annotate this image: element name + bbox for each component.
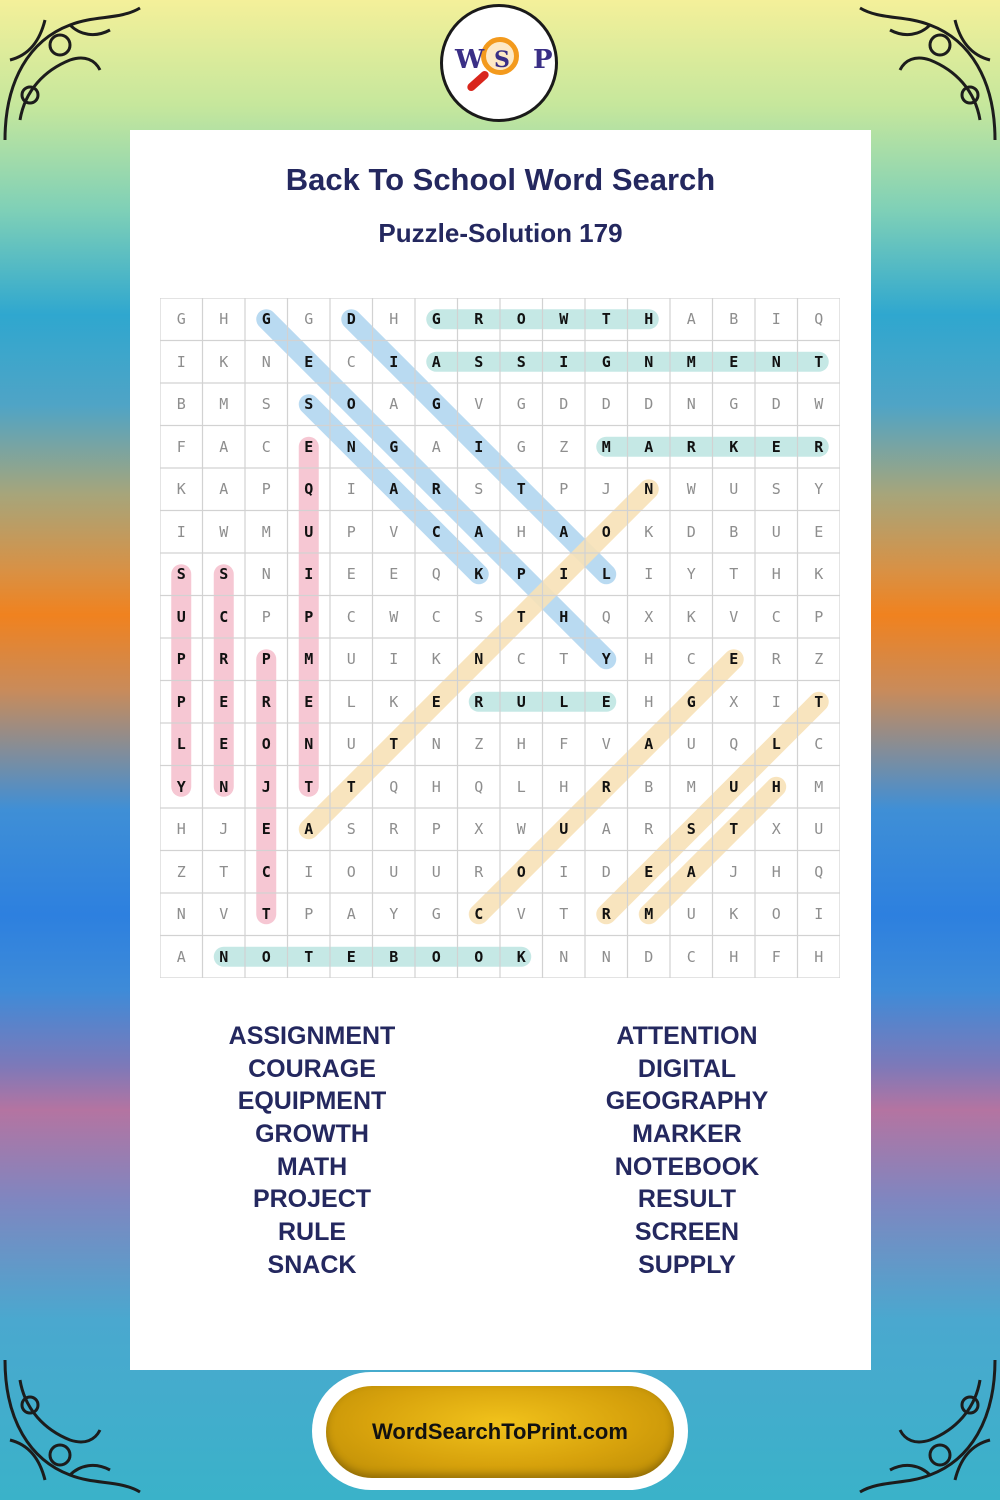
grid-cell: W xyxy=(516,820,526,839)
grid-cell: T xyxy=(389,735,399,754)
grid-cell: S xyxy=(686,820,696,839)
grid-cell: S xyxy=(304,395,314,414)
grid-cell: H xyxy=(729,947,739,966)
grid-cell: M xyxy=(644,905,654,924)
grid-cell: E xyxy=(346,565,356,584)
word-list-right xyxy=(512,1020,862,1282)
grid-cell: E xyxy=(346,947,356,966)
grid-cell: Y xyxy=(176,777,186,796)
grid-cell: A xyxy=(559,522,569,541)
grid-cell: K xyxy=(389,692,399,711)
grid-cell: T xyxy=(516,607,526,626)
grid-cell: H xyxy=(644,650,654,669)
grid-cell: S xyxy=(771,480,781,499)
grid-cell: C xyxy=(814,735,824,754)
grid-cell: A xyxy=(686,862,696,881)
grid-cell: P xyxy=(304,905,314,924)
grid-cell: R xyxy=(389,820,399,839)
grid-cell: G xyxy=(304,310,314,329)
grid-cell: N xyxy=(346,437,356,456)
grid-cell: D xyxy=(346,310,356,329)
grid-cell: O xyxy=(261,735,271,754)
grid-cell: H xyxy=(516,735,526,754)
site-link-button[interactable]: WordSearchToPrint.com xyxy=(326,1386,674,1478)
grid-cell: D xyxy=(771,395,781,414)
grid-cell: X xyxy=(771,820,781,839)
grid-cell: L xyxy=(346,692,356,711)
grid-cell: R xyxy=(686,437,696,456)
grid-cell: K xyxy=(729,437,739,456)
grid-cell: E xyxy=(771,437,781,456)
grid-cell: N xyxy=(644,352,654,371)
grid-cell: Z xyxy=(814,650,824,669)
grid-cell: U xyxy=(346,650,356,669)
grid-cell: A xyxy=(601,820,611,839)
grid-cell: M xyxy=(601,437,611,456)
grid-cell: N xyxy=(771,352,781,371)
grid-cell: Z xyxy=(559,437,569,456)
grid-cell: C xyxy=(346,352,356,371)
grid-cell: F xyxy=(771,947,781,966)
word-list-item: SCREEN xyxy=(634,1218,740,1247)
grid-cell: R xyxy=(601,905,611,924)
grid-cell: I xyxy=(176,522,186,541)
grid-cell: R xyxy=(644,820,654,839)
word-list-item: EQUIPMENT xyxy=(237,1087,387,1116)
grid-cell: E xyxy=(219,692,229,711)
grid-cell: M xyxy=(261,522,271,541)
logo-letter-s: S xyxy=(494,47,510,73)
grid-cell: T xyxy=(559,650,569,669)
grid-cell: H xyxy=(389,310,399,329)
grid-cell: O xyxy=(771,905,781,924)
grid-cell: X xyxy=(474,820,484,839)
grid-cell: T xyxy=(559,905,569,924)
corner-ornament-top-right xyxy=(850,0,1000,150)
grid-cell: R xyxy=(601,777,611,796)
grid-cell: P xyxy=(261,650,271,669)
grid-cell: B xyxy=(176,395,186,414)
grid-cell: A xyxy=(431,352,441,371)
logo-letter-p: P xyxy=(533,45,553,75)
grid-cell: C xyxy=(431,522,441,541)
grid-cell: P xyxy=(304,607,314,626)
grid-cell: T xyxy=(304,777,314,796)
grid-cell: Q xyxy=(389,777,399,796)
grid-cell: P xyxy=(814,607,824,626)
grid-cell: S xyxy=(219,565,229,584)
grid-cell: B xyxy=(729,310,739,329)
grid-cell: G xyxy=(686,692,696,711)
grid-cell: U xyxy=(431,862,441,881)
grid-cell: G xyxy=(431,310,441,329)
grid-cell: K xyxy=(474,565,484,584)
grid-cell: U xyxy=(686,905,696,924)
grid-cell: T xyxy=(261,905,271,924)
grid-cell: N xyxy=(219,777,229,796)
grid-cell: C xyxy=(686,650,696,669)
page-title: Back To School Word Search xyxy=(285,162,716,197)
word-list-item: ATTENTION xyxy=(616,1022,758,1050)
grid-cell: L xyxy=(176,735,186,754)
grid-cell: I xyxy=(559,862,569,881)
grid-cell: R xyxy=(474,310,484,329)
grid-cell: T xyxy=(729,565,739,584)
grid-cell: U xyxy=(729,480,739,499)
grid-cell: U xyxy=(304,522,314,541)
grid-cell: Q xyxy=(601,607,611,626)
wsp-logo xyxy=(440,4,558,122)
word-list-item: RESULT xyxy=(637,1185,737,1214)
grid-cell: U xyxy=(516,692,526,711)
grid-cell: U xyxy=(729,777,739,796)
grid-cell: S xyxy=(474,480,484,499)
grid-cell: R xyxy=(474,692,484,711)
grid-cell: V xyxy=(601,735,611,754)
grid-cell: Q xyxy=(304,480,314,499)
grid-cell: A xyxy=(346,905,356,924)
grid-cell: A xyxy=(219,437,229,456)
grid-cell: E xyxy=(814,522,824,541)
word-list-item: GROWTH xyxy=(255,1120,369,1149)
grid-cell: C xyxy=(346,607,356,626)
grid-cell: J xyxy=(601,480,611,499)
grid-cell: R xyxy=(261,692,271,711)
grid-cell: A xyxy=(389,480,399,499)
grid-cell: U xyxy=(686,735,696,754)
grid-cell: P xyxy=(261,607,271,626)
grid-cell: H xyxy=(516,522,526,541)
grid-cell: E xyxy=(431,692,441,711)
grid-cell: G xyxy=(431,395,441,414)
grid-cell: J xyxy=(729,862,739,881)
grid-cell: N xyxy=(261,565,271,584)
grid-cell: I xyxy=(389,352,399,371)
grid-cell: C xyxy=(261,437,271,456)
word-list-item: ASSIGNMENT xyxy=(228,1022,396,1050)
grid-cell: T xyxy=(516,480,526,499)
grid-cell: O xyxy=(261,947,271,966)
word-list-item: SUPPLY xyxy=(638,1250,736,1279)
grid-cell: M xyxy=(686,777,696,796)
grid-cell: D xyxy=(686,522,696,541)
grid-cell: A xyxy=(686,310,696,329)
grid-cell: Q xyxy=(814,310,824,329)
grid-cell: H xyxy=(814,947,824,966)
grid-cell: P xyxy=(261,480,271,499)
grid-cell: C xyxy=(474,905,484,924)
word-list-item: NOTEBOOK xyxy=(614,1152,760,1181)
grid-cell: D xyxy=(601,395,611,414)
word-list-item: COURAGE xyxy=(248,1054,376,1083)
grid-cell: A xyxy=(304,820,314,839)
grid-cell: T xyxy=(601,310,611,329)
grid-cell: E xyxy=(304,692,314,711)
grid-cell: P xyxy=(431,820,441,839)
grid-cell: S xyxy=(261,395,271,414)
grid-cell: K xyxy=(644,522,654,541)
grid-cell: W xyxy=(389,607,399,626)
grid-cell: K xyxy=(176,480,186,499)
grid-cell: H xyxy=(644,692,654,711)
grid-cell: K xyxy=(516,947,526,966)
grid-cell: H xyxy=(644,310,654,329)
grid-cell: Q xyxy=(729,735,739,754)
word-list-item: MARKER xyxy=(632,1120,742,1149)
grid-cell: W xyxy=(219,522,229,541)
grid-cell: V xyxy=(474,395,484,414)
grid-cell: H xyxy=(559,777,569,796)
grid-cell: M xyxy=(219,395,229,414)
grid-cell: V xyxy=(516,905,526,924)
grid-cell: I xyxy=(474,437,484,456)
grid-cell: R xyxy=(771,650,781,669)
grid-cell: X xyxy=(729,692,739,711)
grid-cell: A xyxy=(389,395,399,414)
grid-cell: H xyxy=(771,862,781,881)
grid-cell: P xyxy=(346,522,356,541)
grid-cell: I xyxy=(304,565,314,584)
grid-cell: G xyxy=(176,310,186,329)
grid-cell: Q xyxy=(474,777,484,796)
grid-cell: G xyxy=(729,395,739,414)
grid-cell: U xyxy=(389,862,399,881)
grid-cell: F xyxy=(176,437,186,456)
grid-cell: C xyxy=(771,607,781,626)
grid-cell: V xyxy=(219,905,229,924)
word-list-item: PROJECT xyxy=(252,1185,372,1214)
grid-cell: W xyxy=(814,395,824,414)
grid-cell: I xyxy=(771,692,781,711)
grid-cell: T xyxy=(814,692,824,711)
grid-cell: N xyxy=(261,352,271,371)
grid-cell: P xyxy=(559,480,569,499)
grid-cell: Z xyxy=(176,862,186,881)
grid-cell: A xyxy=(644,437,654,456)
grid-cell: G xyxy=(389,437,399,456)
grid-cell: G xyxy=(261,310,271,329)
grid-cell: Q xyxy=(431,565,441,584)
grid-cell: M xyxy=(686,352,696,371)
grid-cell: I xyxy=(346,480,356,499)
grid-cell: Y xyxy=(389,905,399,924)
word-list-item: SNACK xyxy=(267,1250,357,1279)
grid-cell: H xyxy=(431,777,441,796)
grid-cell: H xyxy=(771,565,781,584)
grid-cell: K xyxy=(431,650,441,669)
word-list-item: RULE xyxy=(277,1218,347,1247)
grid-cell: V xyxy=(389,522,399,541)
grid-cell: U xyxy=(814,820,824,839)
grid-cell: N xyxy=(431,735,441,754)
grid-cell: A xyxy=(644,735,654,754)
grid-cell: T xyxy=(729,820,739,839)
grid-cell: E xyxy=(219,735,229,754)
grid-cell: I xyxy=(389,650,399,669)
grid-cell: U xyxy=(559,820,569,839)
grid-cell: H xyxy=(771,777,781,796)
grid-cell: D xyxy=(644,947,654,966)
grid-cell: S xyxy=(474,352,484,371)
grid-cell: O xyxy=(346,395,356,414)
grid-cell: K xyxy=(729,905,739,924)
grid-cell: N xyxy=(304,735,314,754)
grid-cell: T xyxy=(219,862,229,881)
grid-cell: O xyxy=(516,862,526,881)
grid-cell: E xyxy=(389,565,399,584)
grid-cell: N xyxy=(474,650,484,669)
grid-cell: N xyxy=(644,480,654,499)
grid-cell: C xyxy=(431,607,441,626)
grid-cell: M xyxy=(814,777,824,796)
grid-cell: Z xyxy=(474,735,484,754)
grid-cell: C xyxy=(261,862,271,881)
grid-cell: H xyxy=(176,820,186,839)
grid-cell: E xyxy=(304,437,314,456)
grid-cell: L xyxy=(516,777,526,796)
grid-cell: A xyxy=(219,480,229,499)
grid-cell: D xyxy=(559,395,569,414)
grid-cell: R xyxy=(474,862,484,881)
grid-cell: E xyxy=(304,352,314,371)
grid-cell: K xyxy=(686,607,696,626)
grid-cell: F xyxy=(559,735,569,754)
corner-ornament-top-left xyxy=(0,0,150,150)
grid-cell: V xyxy=(729,607,739,626)
grid-cell: O xyxy=(431,947,441,966)
grid-cell: G xyxy=(431,905,441,924)
grid-cell: Y xyxy=(814,480,824,499)
grid-cell: P xyxy=(176,650,186,669)
grid-cell: I xyxy=(304,862,314,881)
grid-cell: I xyxy=(644,565,654,584)
grid-cell: I xyxy=(559,565,569,584)
grid-cell: O xyxy=(601,522,611,541)
grid-cell: O xyxy=(516,310,526,329)
grid-cell: O xyxy=(474,947,484,966)
word-list-item: GEOGRAPHY xyxy=(605,1087,769,1116)
word-list-item: MATH xyxy=(276,1152,348,1181)
grid-cell: R xyxy=(219,650,229,669)
grid-cell: S xyxy=(516,352,526,371)
grid-cell: L xyxy=(559,692,569,711)
grid-cell: Q xyxy=(814,862,824,881)
corner-ornament-bottom-left xyxy=(0,1350,150,1500)
grid-cell: S xyxy=(474,607,484,626)
grid-cell: H xyxy=(559,607,569,626)
grid-cell: I xyxy=(176,352,186,371)
grid-cell: N xyxy=(601,947,611,966)
corner-ornament-bottom-right xyxy=(850,1350,1000,1500)
word-list-left xyxy=(137,1020,487,1282)
grid-cell: J xyxy=(261,777,271,796)
grid-cell: A xyxy=(431,437,441,456)
grid-cell: D xyxy=(644,395,654,414)
grid-cell: T xyxy=(346,777,356,796)
grid-cell: K xyxy=(814,565,824,584)
grid-cell: M xyxy=(304,650,314,669)
grid-cell: N xyxy=(559,947,569,966)
grid-cell: N xyxy=(176,905,186,924)
grid-cell: R xyxy=(814,437,824,456)
grid-cell: S xyxy=(346,820,356,839)
grid-cell: E xyxy=(601,692,611,711)
grid-cell: G xyxy=(601,352,611,371)
grid-cell: I xyxy=(771,310,781,329)
grid-cell: K xyxy=(219,352,229,371)
logo-letter-w: W xyxy=(455,45,485,75)
grid-cell: N xyxy=(219,947,229,966)
grid-cell: B xyxy=(729,522,739,541)
grid-cell: W xyxy=(686,480,696,499)
grid-cell: C xyxy=(219,607,229,626)
page-subtitle: Puzzle-Solution 179 xyxy=(378,218,623,248)
grid-cell: P xyxy=(176,692,186,711)
grid-cell: G xyxy=(516,395,526,414)
grid-cell: S xyxy=(176,565,186,584)
grid-cell: L xyxy=(601,565,611,584)
grid-cell: C xyxy=(686,947,696,966)
grid-cell: H xyxy=(219,310,229,329)
grid-cell: R xyxy=(431,480,441,499)
grid-cell: D xyxy=(601,862,611,881)
grid-cell: E xyxy=(261,820,271,839)
grid-cell: T xyxy=(304,947,314,966)
grid-cell: I xyxy=(814,905,824,924)
grid-cell: E xyxy=(644,862,654,881)
grid-cell: B xyxy=(389,947,399,966)
grid-cell: J xyxy=(219,820,229,839)
grid-cell: U xyxy=(176,607,186,626)
grid-cell: A xyxy=(176,947,186,966)
grid-cell: Y xyxy=(686,565,696,584)
grid-cell: B xyxy=(644,777,654,796)
word-search-grid xyxy=(160,298,840,978)
grid-cell: T xyxy=(814,352,824,371)
grid-cell: U xyxy=(771,522,781,541)
grid-cell: L xyxy=(771,735,781,754)
grid-cell: N xyxy=(686,395,696,414)
grid-cell: E xyxy=(729,352,739,371)
grid-cell: W xyxy=(559,310,569,329)
grid-cell: E xyxy=(729,650,739,669)
grid-cell: O xyxy=(346,862,356,881)
grid-cell: U xyxy=(346,735,356,754)
grid-cell: P xyxy=(516,565,526,584)
grid-cell: Y xyxy=(601,650,611,669)
grid-cell: G xyxy=(516,437,526,456)
grid-cell: A xyxy=(474,522,484,541)
grid-cell: X xyxy=(644,607,654,626)
grid-cell: C xyxy=(516,650,526,669)
word-list-item: DIGITAL xyxy=(637,1054,737,1083)
grid-cell: I xyxy=(559,352,569,371)
